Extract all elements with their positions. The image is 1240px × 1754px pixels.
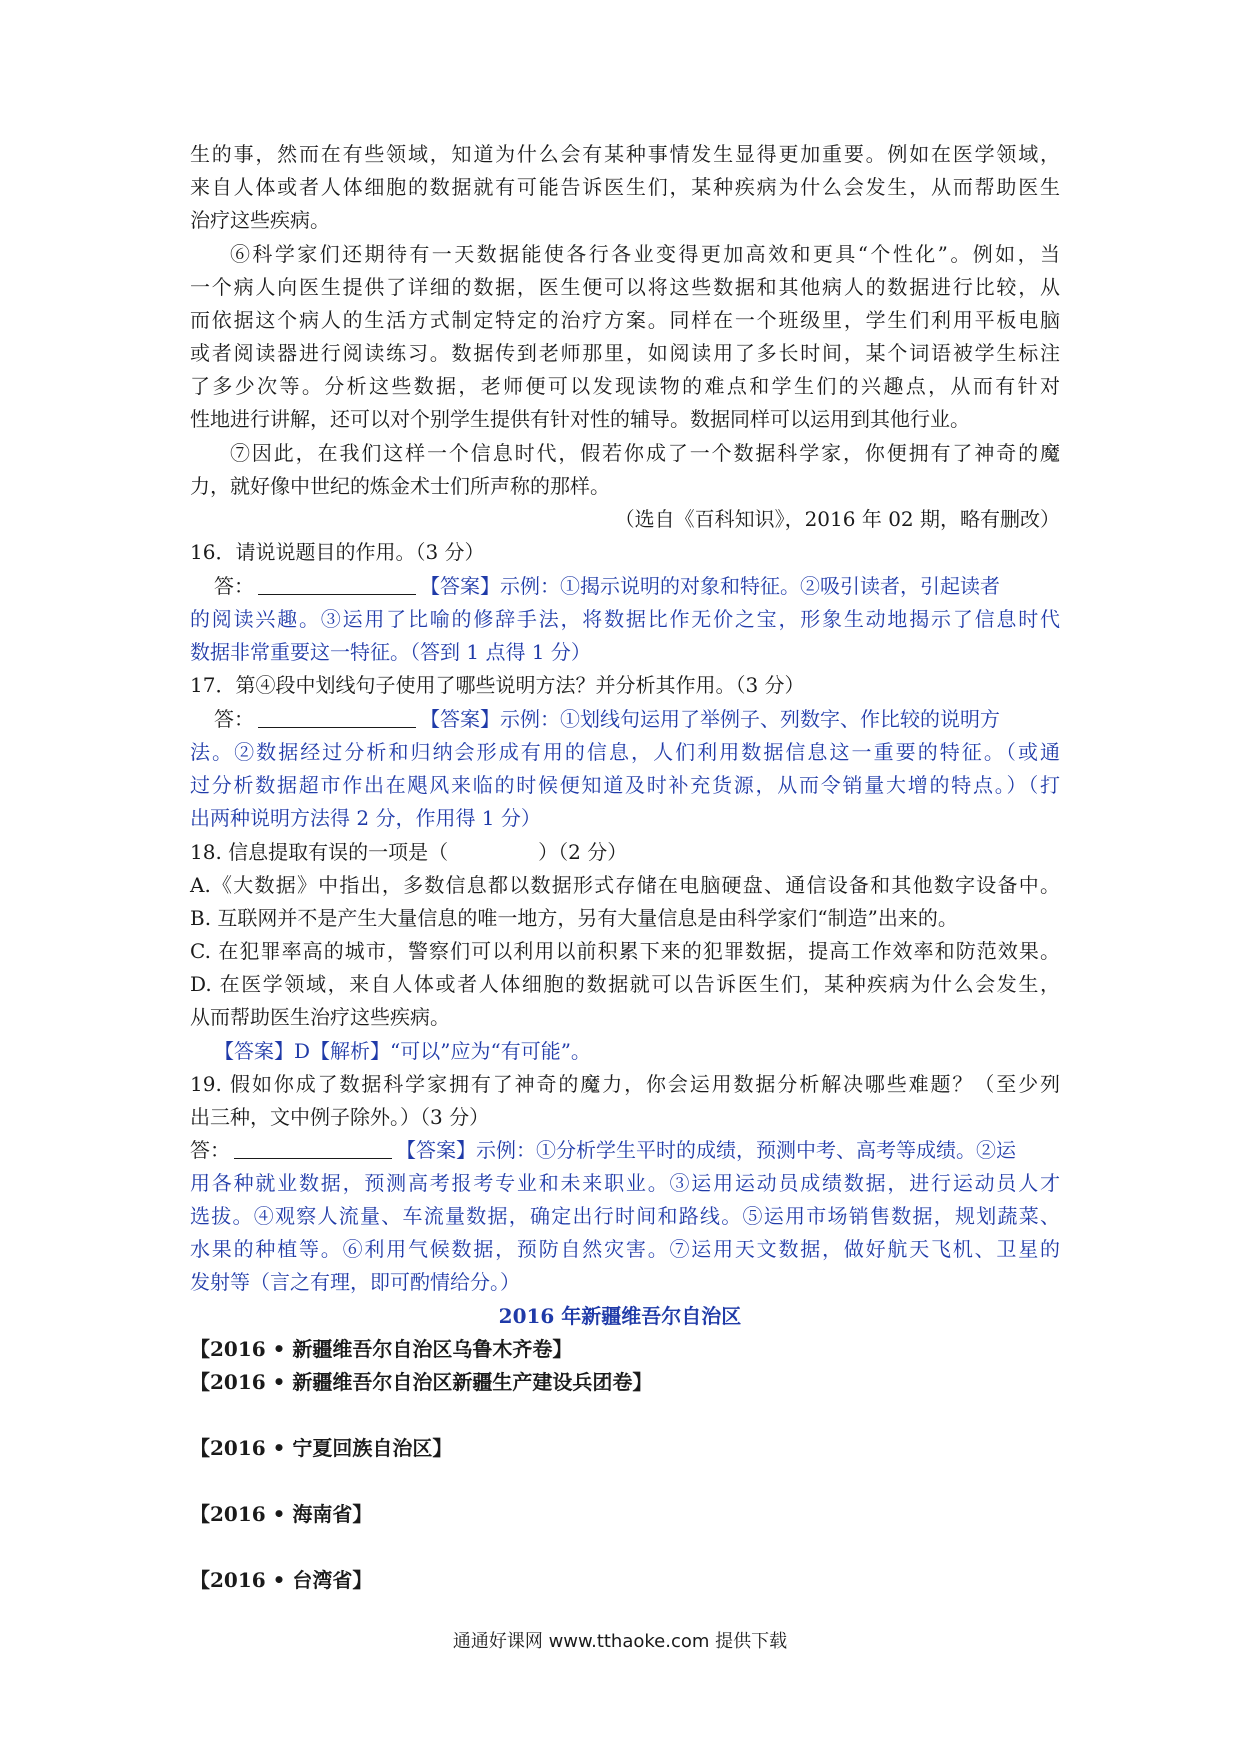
- answer-16-line: 数据非常重要这一特征。（答到 1 点得 1 分）: [190, 640, 591, 664]
- section-heading: 【2016 • 新疆维吾尔自治区新疆生产建设兵团卷】: [190, 1370, 653, 1394]
- answer-19-line: 发射等（言之有理，即可酌情给分。）: [190, 1270, 520, 1294]
- passage-p6-line: 一个病人向医生提供了详细的数据，医生便可以将这些数据和其他病人的数据进行比较，从: [190, 275, 1060, 299]
- answer-19-line: 选拔。④观察人流量、车流量数据，确定出行时间和路线。⑤运用市场销售数据，规划蔬菜、: [190, 1204, 1060, 1228]
- passage-p5-line: 治疗这些疾病。: [190, 208, 330, 232]
- answer-text: 【答案】示例：①分析学生平时的成绩，预测中考、高考等成绩。②运: [396, 1138, 1016, 1162]
- section-heading: 【2016 • 宁夏回族自治区】: [190, 1436, 453, 1460]
- region-heading: 2016 年新疆维吾尔自治区: [498, 1304, 742, 1328]
- answer-17-line: 出两种说明方法得 2 分，作用得 1 分）: [190, 806, 541, 830]
- answer-17-line: [214, 703, 1060, 736]
- passage-p6-line: ⑥科学家们还期待有一天数据能使各行各业变得更加高效和更具“个性化”。例如，当: [230, 242, 1060, 266]
- passage-p7-line: ⑦因此，在我们这样一个信息时代，假若你成了一个数据科学家，你便拥有了神奇的魔: [230, 441, 1060, 465]
- answer-19-line: 水果的种植等。⑥利用气候数据，预防自然灾害。⑦运用天文数据，做好航天飞机、卫星的: [190, 1237, 1060, 1261]
- answer-blank: [234, 1136, 392, 1159]
- answer-prefix: 答：: [190, 1138, 230, 1162]
- option-a: A.《大数据》中指出，多数信息都以数据形式存储在电脑硬盘、通信设备和其他数字设备中。: [190, 873, 1060, 897]
- answer-blank: [258, 572, 416, 595]
- answer-16-line: [214, 570, 1060, 603]
- answer-prefix: 答：: [214, 707, 254, 731]
- section-heading: 【2016 • 台湾省】: [190, 1568, 373, 1592]
- option-b: B. 互联网并不是产生大量信息的唯一地方，另有大量信息是由科学家们“制造”出来的。: [190, 906, 958, 930]
- answer-prefix: 答：: [214, 574, 254, 598]
- answer-19-line: 用各种就业数据，预测高考报考专业和未来职业。③运用运动员成绩数据，进行运动员人才: [190, 1171, 1060, 1195]
- passage-p6-line: 了多少次等。分析这些数据，老师便可以发现读物的难点和学生们的兴趣点，从而有针对: [190, 374, 1060, 398]
- page-footer: 通通好课网 www.tthaoke.com 提供下载: [452, 1631, 788, 1652]
- answer-18: 【答案】D【解析】“可以”应为“有可能”。: [214, 1039, 591, 1063]
- passage-p6-line: 性地进行讲解，还可以对个别学生提供有针对性的辅导。数据同样可以运用到其他行业。: [190, 407, 970, 431]
- answer-text: 【答案】示例：①划线句运用了举例子、列数字、作比较的说明方: [420, 707, 1000, 731]
- option-c: C. 在犯罪率高的城市，警察们可以利用以前积累下来的犯罪数据，提高工作效率和防范效果。: [190, 939, 1060, 963]
- passage-source: （选自《百科知识》，2016 年 02 期，略有删改）: [614, 507, 1060, 531]
- question-18-text: 18. 信息提取有误的一项是（: [190, 840, 449, 864]
- answer-17-line: 法。②数据经过分析和归纳会形成有用的信息，人们利用数据信息这一重要的特征。（或通: [190, 740, 1060, 764]
- question-18-score: ）（2 分）: [538, 840, 628, 864]
- answer-blank: [258, 705, 416, 728]
- answer-16-line: 的阅读兴趣。③运用了比喻的修辞手法，将数据比作无价之宝，形象生动地揭示了信息时代: [190, 607, 1060, 631]
- question-17: 17．第④段中划线句子使用了哪些说明方法？并分析其作用。（3 分）: [190, 673, 805, 697]
- section-heading: 【2016 • 海南省】: [190, 1502, 373, 1526]
- passage-p5-line: 来自人体或者人体细胞的数据就有可能告诉医生们，某种疾病为什么会发生，从而帮助医生: [190, 175, 1060, 199]
- option-d: D. 在医学领域，来自人体或者人体细胞的数据就可以告诉医生们，某种疾病为什么会发生，: [190, 972, 1060, 996]
- question-19: 出三种，文中例子除外。）（3 分）: [190, 1105, 490, 1129]
- passage-p6-line: 而依据这个病人的生活方式制定特定的治疗方案。同样在一个班级里，学生们利用平板电脑: [190, 308, 1060, 332]
- answer-17-line: 过分析数据超市作出在飓风来临的时候便知道及时补充货源，从而令销量大增的特点。）（打: [190, 773, 1060, 797]
- question-19: 19. 假如你成了数据科学家拥有了神奇的魔力，你会运用数据分析解决哪些难题？（至少列: [190, 1072, 1060, 1096]
- passage-p5-line: 生的事，然而在有些领域，知道为什么会有某种事情发生显得更加重要。例如在医学领域，: [190, 142, 1060, 166]
- passage-p7-line: 力，就好像中世纪的炼金术士们所声称的那样。: [190, 474, 610, 498]
- answer-19-line: [190, 1134, 1060, 1167]
- question-16: 16．请说说题目的作用。（3 分）: [190, 540, 485, 564]
- question-18: [190, 836, 1060, 869]
- passage-p6-line: 或者阅读器进行阅读练习。数据传到老师那里，如阅读用了多长时间，某个词语被学生标注: [190, 341, 1060, 365]
- answer-text: 【答案】示例：①揭示说明的对象和特征。②吸引读者，引起读者: [420, 574, 1000, 598]
- section-heading: 【2016 • 新疆维吾尔自治区乌鲁木齐卷】: [190, 1337, 573, 1361]
- option-d: 从而帮助医生治疗这些疾病。: [190, 1005, 450, 1029]
